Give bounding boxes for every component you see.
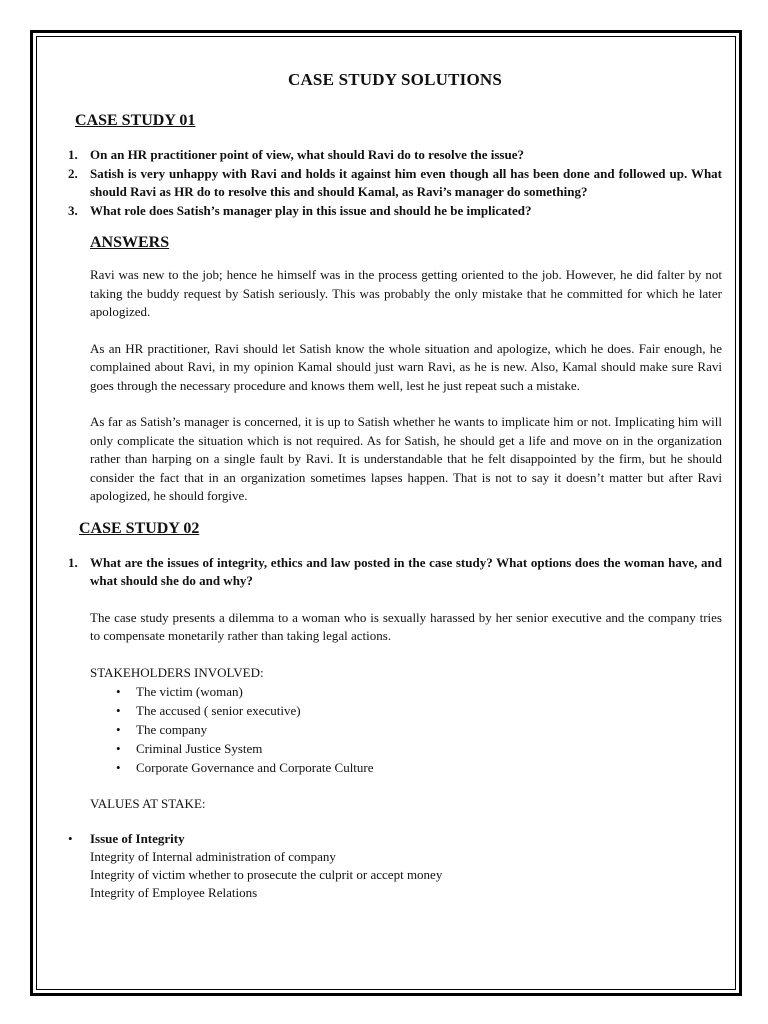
list-item: • Criminal Justice System — [116, 739, 722, 758]
answer-paragraph: Ravi was new to the job; hence he himself was in the process getting oriented to the job. However, he did falter by not taking the buddy request by Satish seriously. This was probably the only mistake that he committed for which he later apologized. — [90, 267, 722, 319]
stakeholders-list — [68, 682, 722, 777]
integrity-line: Integrity of Internal administration of company — [90, 848, 336, 864]
case-study-02-questions — [68, 554, 722, 591]
question-item: 2. Satish is very unhappy with Ravi and holds it against him even though all has been done and followed up. What should Ravi as HR do to resolve this and should Kamal, as Ravi’s manager do something? — [68, 165, 722, 199]
stakeholders-label: STAKEHOLDERS INVOLVED: — [90, 664, 264, 680]
list-item: • The accused ( senior executive) — [116, 701, 722, 720]
answer-paragraph: As far as Satish’s manager is concerned, it is up to Satish whether he wants to implicate him or not. Implicating him will only complicate the situation which is not required. As for Satish, he should get a life and move on in the organization rather than harping on a single fault by Ravi. It is understandable that he felt disappointed by the firm, but he should consider the fact that in an organization sometimes lapses happen. That is not to say it doesn’t matter but after Ravi apologized, he should forgive. — [90, 414, 722, 503]
integrity-line: Integrity of victim whether to prosecute the culprit or accept money — [90, 866, 443, 882]
document-body — [68, 70, 722, 902]
integrity-line: Integrity of Employee Relations — [90, 884, 258, 900]
question-item: 3. What role does Satish’s manager play in this issue and should he be implicated? — [68, 202, 532, 218]
question-item: 1. On an HR practitioner point of view, what should Ravi do to resolve the issue? — [68, 147, 524, 162]
list-item: • The company — [116, 720, 722, 739]
answers-heading: ANSWERS — [90, 234, 170, 251]
case-study-01-heading: CASE STUDY 01 — [75, 112, 196, 129]
case-study-02-heading: CASE STUDY 02 — [79, 519, 200, 537]
question-item: 1. What are the issues of integrity, ethics and law posted in the case study? What options does the woman have, and what should she do and why? — [68, 554, 722, 588]
values-label: VALUES AT STAKE: — [90, 796, 206, 811]
bullet-icon: • — [68, 830, 73, 846]
integrity-heading: Issue of Integrity — [90, 830, 185, 846]
case-study-01-questions — [68, 146, 722, 220]
integrity-section — [68, 830, 722, 902]
case-study-02-intro: The case study presents a dilemma to a woman who is sexually harassed by her senior executive and the company tries to compensate monetarily rather than taking legal actions. — [90, 609, 722, 643]
answer-paragraph: As an HR practitioner, Ravi should let Satish know the whole situation and apologize, which he does. Fair enough, he complained about Ravi, in my opinion Kamal should just warn Ravi, as he is new. Also, Kamal should make sure Ravi goes through the necessary procedure and knows them well, lest he just repeat such a mistake. — [90, 340, 722, 393]
list-item: • The victim (woman) — [116, 682, 722, 701]
document-title: CASE STUDY SOLUTIONS — [287, 70, 503, 89]
list-item: • Corporate Governance and Corporate Culture — [116, 758, 722, 777]
